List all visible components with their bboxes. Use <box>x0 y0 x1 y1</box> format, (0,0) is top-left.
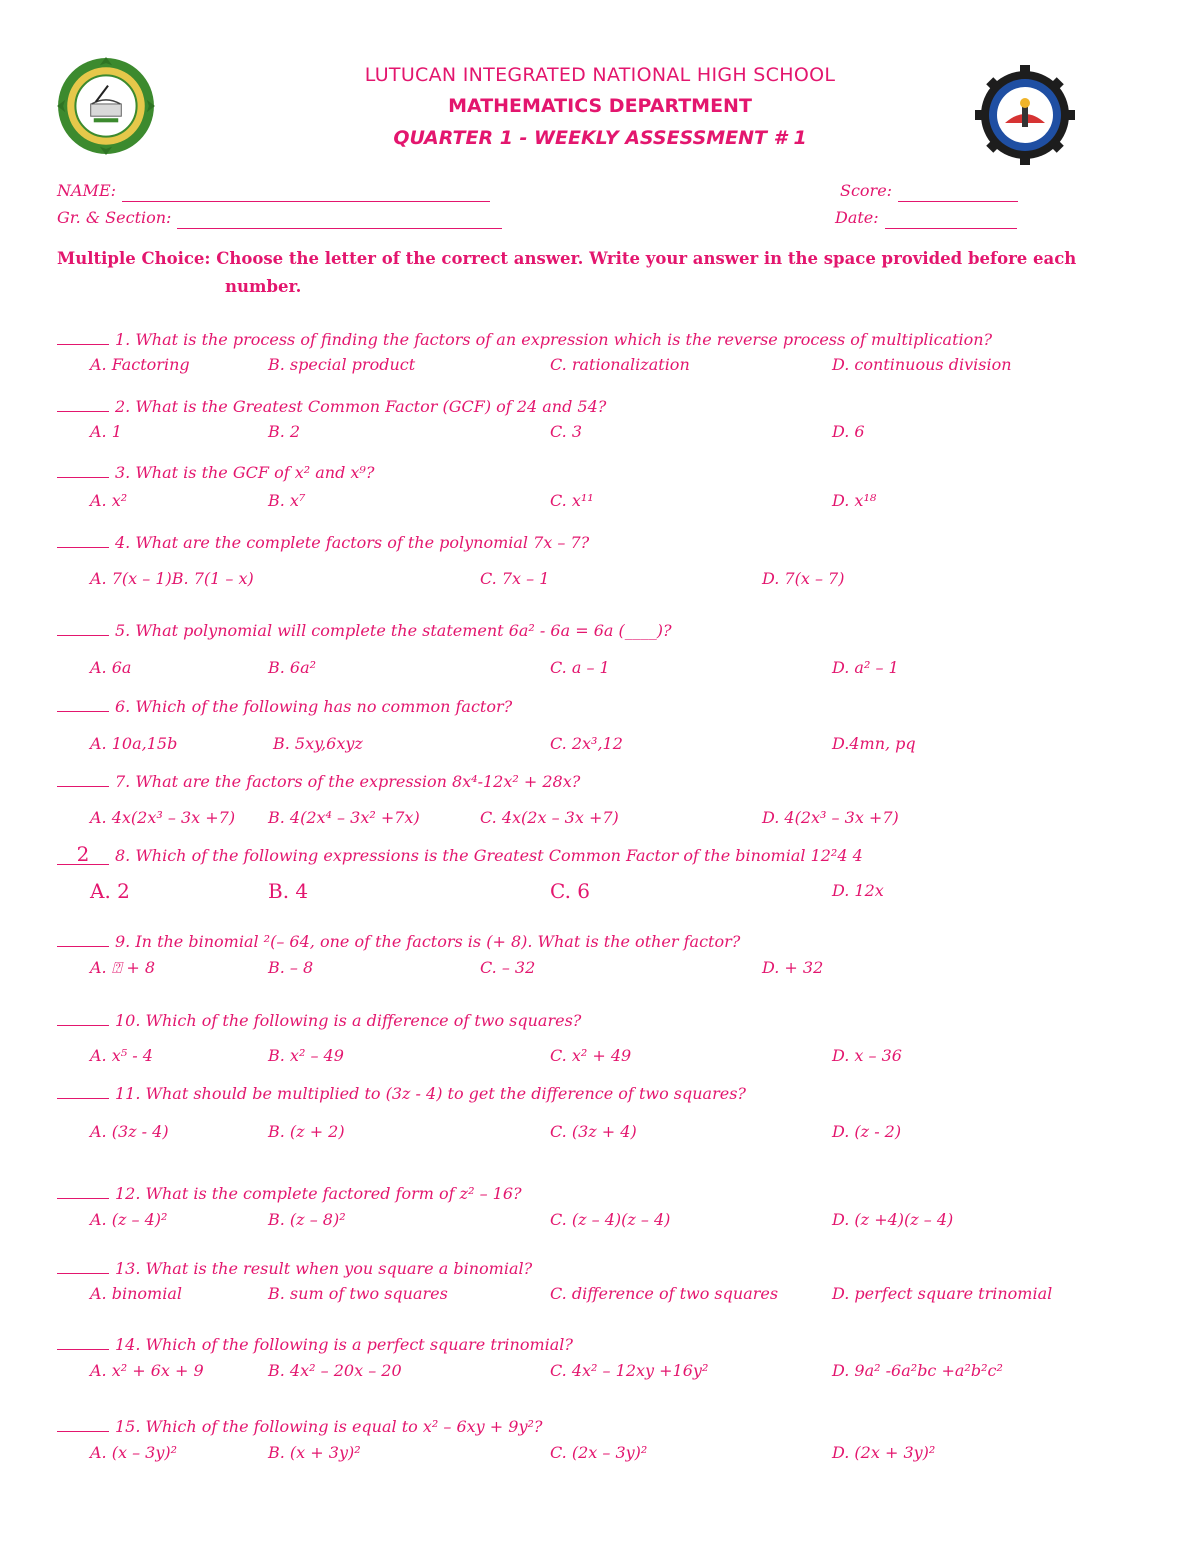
option-b[interactable]: B. x⁷ <box>268 491 306 510</box>
option-b[interactable]: B. 4x² – 20x – 20 <box>268 1361 402 1380</box>
option-d[interactable]: D. 9a² -6a²bc +a²b²c² <box>832 1361 1003 1380</box>
option-a[interactable]: A. 7(x – 1)B. 7(1 – x) <box>90 569 254 588</box>
option-a[interactable]: A. x⁵ - 4 <box>90 1046 153 1065</box>
instructions <box>57 245 1147 301</box>
option-c[interactable]: C. (z – 4)(z – 4) <box>550 1210 671 1229</box>
date-blank[interactable] <box>885 212 1017 229</box>
option-c[interactable]: C. a – 1 <box>550 658 610 677</box>
option-d[interactable]: D. continuous division <box>832 355 1012 374</box>
option-a[interactable]: A. x² + 6x + 9 <box>90 1361 204 1380</box>
question-6 <box>57 696 512 718</box>
option-a[interactable]: A. (3z - 4) <box>90 1122 169 1141</box>
option-b[interactable]: B. 4 <box>268 879 309 903</box>
question-3 <box>57 462 374 484</box>
option-d[interactable]: D. a² – 1 <box>832 658 899 677</box>
option-c[interactable]: C. – 32 <box>480 958 536 977</box>
option-d[interactable]: D. + 32 <box>762 958 824 977</box>
option-b[interactable]: B. x² – 49 <box>268 1046 344 1065</box>
answer-blank[interactable] <box>57 1084 109 1099</box>
question-2 <box>57 396 606 418</box>
option-c[interactable]: C. 4x² – 12xy +16y² <box>550 1361 709 1380</box>
option-c[interactable]: D. 7(x – 7) <box>762 569 845 588</box>
answer-blank[interactable] <box>57 1184 109 1199</box>
name-blank[interactable] <box>122 185 490 202</box>
option-b[interactable]: B. 2 <box>268 422 301 441</box>
option-b[interactable]: B. 4(2x⁴ – 3x² +7x) <box>268 808 420 827</box>
score-field[interactable] <box>840 180 1018 202</box>
option-b[interactable]: B. – 8 <box>268 958 314 977</box>
section-label: Gr. & Section: <box>57 208 172 227</box>
section-field[interactable] <box>57 207 502 229</box>
option-c[interactable]: C. (2x – 3y)² <box>550 1443 648 1462</box>
question-8 <box>57 844 863 867</box>
option-c[interactable]: C. 3 <box>550 422 583 441</box>
instruction-line-1: Multiple Choice: Choose the letter of the correct answer. Write your answer in the space provided before each <box>57 249 1077 268</box>
answer-blank[interactable] <box>57 697 109 712</box>
question-text: 2. What is the Greatest Common Factor (GCF) of 24 and 54? <box>115 397 607 416</box>
question-9 <box>57 931 740 953</box>
document-header <box>0 60 1200 154</box>
answer-blank[interactable] <box>57 772 109 787</box>
department-name: MATHEMATICS DEPARTMENT <box>448 95 752 117</box>
question-text: 15. Which of the following is equal to x² – 6xy + 9y²? <box>115 1417 543 1436</box>
option-b[interactable]: B. special product <box>268 355 416 374</box>
option-a[interactable]: A. 2 <box>90 879 130 903</box>
question-text: 13. What is the result when you square a binomial? <box>115 1259 533 1278</box>
question-4 <box>57 532 589 554</box>
option-b[interactable]: B. (z + 2) <box>268 1122 345 1141</box>
option-a[interactable]: A. 1 <box>90 422 122 441</box>
question-14 <box>57 1334 573 1356</box>
question-text: 1. What is the process of finding the factors of an expression which is the reverse process of multiplication? <box>115 330 993 349</box>
option-b[interactable]: B. (x + 3y)² <box>268 1443 361 1462</box>
answer-blank[interactable] <box>57 1417 109 1432</box>
score-label: Score: <box>840 181 893 200</box>
question-text: 14. Which of the following is a perfect square trinomial? <box>115 1335 573 1354</box>
answer-blank[interactable] <box>57 932 109 947</box>
option-d[interactable]: D. (2x + 3y)² <box>832 1443 936 1462</box>
option-a[interactable]: A. binomial <box>90 1284 182 1303</box>
option-c[interactable]: C. 2x³,12 <box>550 734 623 753</box>
answer-blank[interactable] <box>57 621 109 636</box>
option-b[interactable]: B. (z – 8)² <box>268 1210 346 1229</box>
question-15 <box>57 1416 543 1438</box>
question-13 <box>57 1258 532 1280</box>
question-text: 3. What is the GCF of x² and x⁹? <box>115 463 375 482</box>
question-text: 10. Which of the following is a difference of two squares? <box>115 1011 582 1030</box>
answer-blank[interactable] <box>57 533 109 548</box>
option-a[interactable]: A. 10a,15b <box>90 734 178 753</box>
option-d[interactable]: D. (z +4)(z – 4) <box>832 1210 954 1229</box>
school-name: LUTUCAN INTEGRATED NATIONAL HIGH SCHOOL <box>364 64 836 86</box>
option-c[interactable]: C. difference of two squares <box>550 1284 779 1303</box>
answer-blank[interactable] <box>57 1335 109 1350</box>
name-field[interactable] <box>57 180 490 202</box>
section-blank[interactable] <box>177 212 502 229</box>
option-d[interactable]: D. x – 36 <box>832 1046 902 1065</box>
question-10 <box>57 1010 581 1032</box>
option-c[interactable]: C. 4x(2x – 3x +7) <box>480 808 619 827</box>
option-a[interactable]: A. ⍰ + 8 <box>90 958 156 977</box>
question-5 <box>57 620 672 642</box>
option-b[interactable]: B. 6a² <box>268 658 317 677</box>
question-11 <box>57 1083 746 1105</box>
question-text: 6. Which of the following has no common factor? <box>115 697 513 716</box>
option-d[interactable]: D. 6 <box>832 422 865 441</box>
question-7 <box>57 771 580 793</box>
option-b[interactable]: B. 5xy,6xyz <box>273 734 363 753</box>
question-12 <box>57 1183 522 1205</box>
answer-blank[interactable] <box>57 1011 109 1026</box>
question-text: 12. What is the complete factored form of z² – 16? <box>115 1184 522 1203</box>
answer-blank[interactable] <box>57 330 109 345</box>
option-d[interactable]: D. x¹⁸ <box>832 491 877 510</box>
option-c[interactable]: C. x¹¹ <box>550 491 594 510</box>
option-d[interactable]: D.4mn, pq <box>832 734 916 753</box>
assessment-title: QUARTER 1 - WEEKLY ASSESSMENT # 1 <box>393 127 807 149</box>
option-c[interactable]: C. 6 <box>550 879 591 903</box>
option-a[interactable]: A. (x – 3y)² <box>90 1443 178 1462</box>
score-blank[interactable] <box>898 185 1018 202</box>
name-label: NAME: <box>57 181 117 200</box>
option-d[interactable]: D. 12x <box>832 881 884 900</box>
option-c[interactable]: C. rationalization <box>550 355 690 374</box>
option-c[interactable]: C. (3z + 4) <box>550 1122 637 1141</box>
question-text: 11. What should be multiplied to (3z - 4) to get the difference of two squares? <box>115 1084 746 1103</box>
option-a[interactable]: A. 6a <box>90 658 132 677</box>
option-d[interactable]: D. 4(2x³ – 3x +7) <box>762 808 899 827</box>
date-field[interactable] <box>835 207 1017 229</box>
question-1 <box>57 329 992 351</box>
option-b[interactable]: C. 7x – 1 <box>480 569 550 588</box>
question-text: 5. What polynomial will complete the statement 6a² - 6a = 6a (____)? <box>115 621 672 640</box>
answer-blank[interactable]: 2 <box>57 844 109 865</box>
question-text: 8. Which of the following expressions is the Greatest Common Factor of the binomial 12²4 4 <box>115 846 863 865</box>
answer-blank[interactable] <box>57 397 109 412</box>
option-a[interactable]: A. Factoring <box>90 355 190 374</box>
option-a[interactable]: A. 4x(2x³ – 3x +7) <box>90 808 236 827</box>
date-label: Date: <box>835 208 879 227</box>
answer-blank[interactable] <box>57 1259 109 1274</box>
option-c[interactable]: C. x² + 49 <box>550 1046 632 1065</box>
option-d[interactable]: D. perfect square trinomial <box>832 1284 1053 1303</box>
option-d[interactable]: D. (z - 2) <box>832 1122 902 1141</box>
option-a[interactable]: A. x² <box>90 491 128 510</box>
question-text: 4. What are the complete factors of the polynomial 7x – 7? <box>115 533 590 552</box>
instruction-line-2: number. <box>225 277 302 296</box>
answer-blank[interactable] <box>57 463 109 478</box>
question-text: 7. What are the factors of the expression 8x⁴-12x² + 28x? <box>115 772 581 791</box>
option-a[interactable]: A. (z – 4)² <box>90 1210 168 1229</box>
question-text: 9. In the binomial ²(– 64, one of the factors is (+ 8). What is the other factor? <box>115 932 741 951</box>
option-b[interactable]: B. sum of two squares <box>268 1284 448 1303</box>
